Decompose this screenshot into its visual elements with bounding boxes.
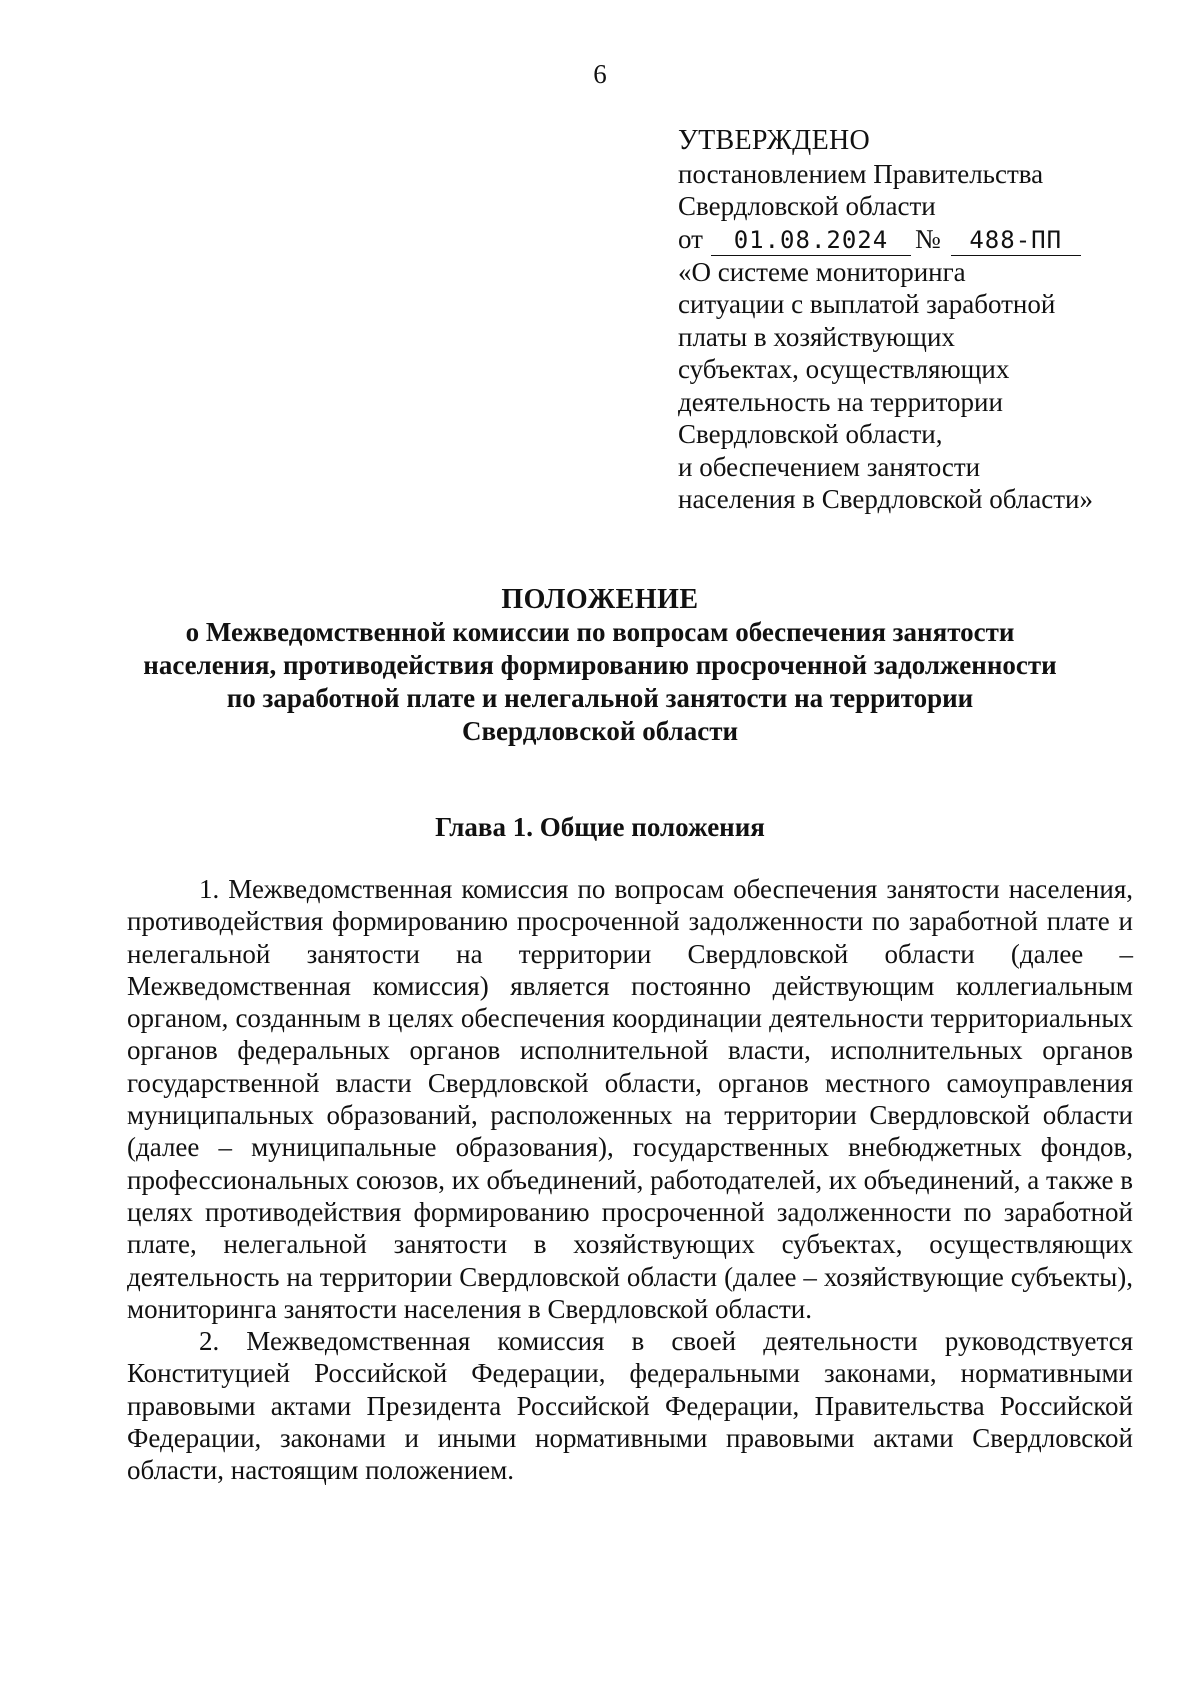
subject-line: субъектах, осуществляющих [678,354,1010,384]
subject-line: ситуации с выплатой заработной [678,289,1056,319]
paragraph-1: 1. Межведомственная комиссия по вопросам обеспечения занятости населения, противодействия формированию просроченной задолженности по заработной плате и нелегальной занятости на территории Свердловской области (далее – Межведомственная комиссия) является постоянно действующим коллегиальным органом, созданным в целях обеспечения координации деятельности территориальных органов федеральных органов исполнительной власти, исполнительных органов государственной власти Свердловской области, органов местного самоуправления муниципальных образований, расположенных на территории Свердловской области (далее – муниципальные образования), государственных внебюджетных фондов, профессиональных союзов, их объединений, работодателей, их объединений, а также в целях противодействия формированию просроченной задолженности по заработной плате, нелегальной занятости в хозяйствующих субъектах, осуществляющих деятельность на территории Свердловской области (далее – хозяйствующие субъекты), мониторинга занятости населения в Свердловской области. [127,874,1133,1324]
approval-number: 488-ПП [951,227,1081,256]
chapter-heading: Глава 1. Общие положения [435,812,765,842]
title-line: о Межведомственной комиссии по вопросам обеспечения занятости [185,617,1015,647]
number-label: № [914,223,941,254]
document-title [100,583,1100,748]
approval-date-number-line [678,223,1118,256]
title-line: Свердловской области [461,716,739,746]
approval-line-2: Свердловской области [678,191,936,221]
body-text [127,873,1133,1487]
subject-line: Свердловской области, [678,419,943,449]
approval-line-1: постановлением Правительства [678,158,1044,189]
title-line: населения, противодействия формированию просроченной задолженности [143,650,1057,680]
approved-label: УТВЕРЖДЕНО [678,125,871,156]
approval-block [678,125,1118,516]
page-number: 6 [593,59,607,89]
subject-line: «О системе мониторинга [678,256,966,287]
subject-line: и обеспечением занятости [678,451,981,482]
title-line: по заработной плате и нелегальной занятости на территории [226,683,974,713]
subject-line: платы в хозяйствующих [678,321,955,352]
subject-line: деятельность на территории [678,386,1003,417]
from-label: от [678,223,703,254]
approval-date: 01.08.2024 [711,227,911,256]
paragraph-2: 2. Межведомственная комиссия в своей деятельности руководствуется Конституцией Российской Федерации, федеральными законами, нормативными правовыми актами Президента Российской Федерации, Правительства Российской Федерации, законами и иными нормативными правовыми актами Свердловской области, настоящим положением. [127,1326,1133,1486]
subject-line: населения в Свердловской области» [678,484,1093,514]
title-main: ПОЛОЖЕНИЕ [501,584,699,615]
